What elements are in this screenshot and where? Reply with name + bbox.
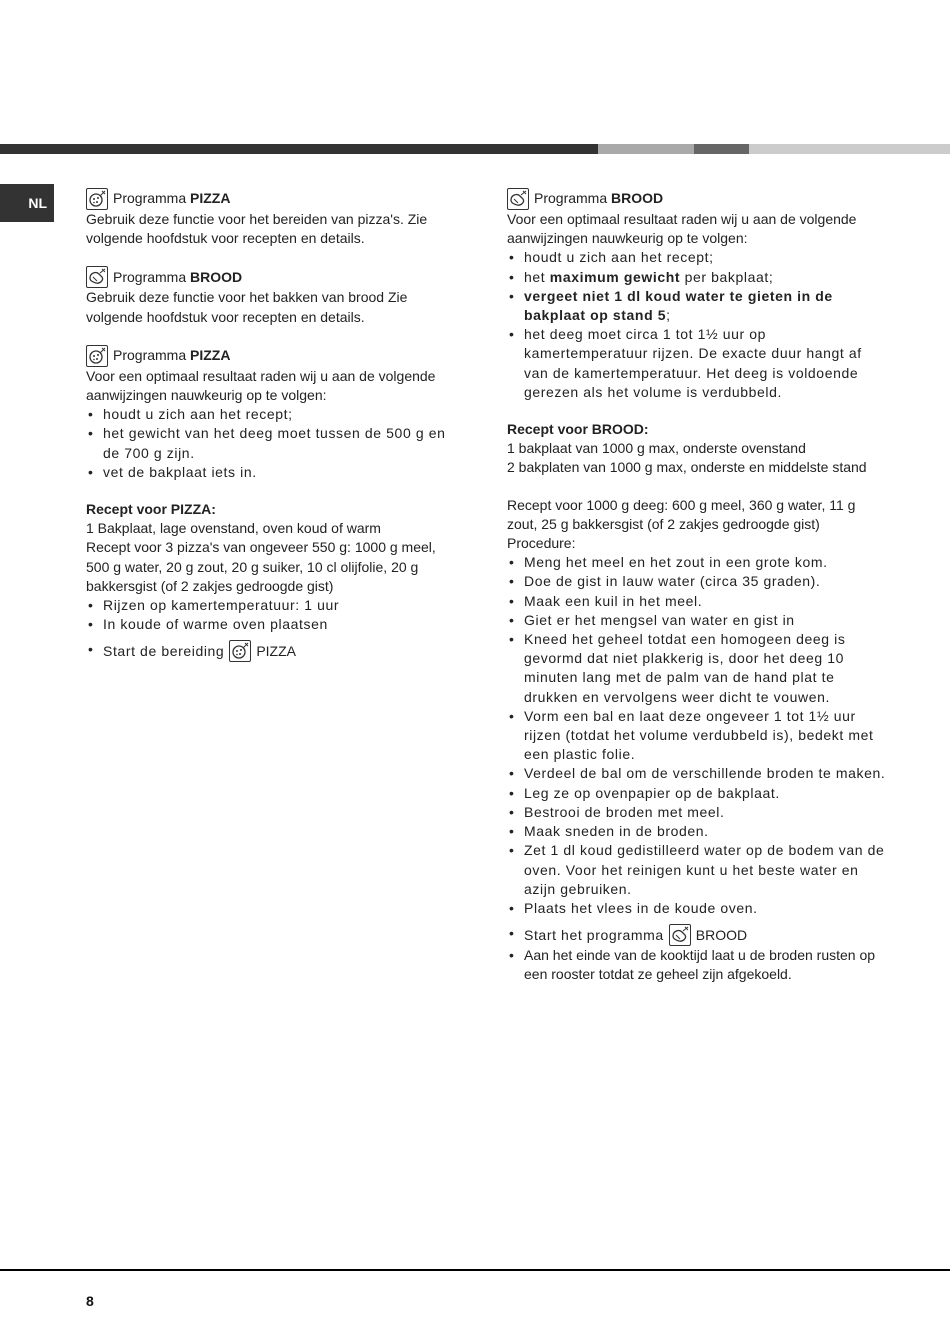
list-item-start: • Start het programma BROOD bbox=[507, 924, 887, 946]
list-item: • Meng het meel en het zout in een grote kom. bbox=[507, 553, 887, 572]
brood-recipe-ingredients: Recept voor 1000 g deeg: 600 g meel, 360 g water, 11 g zout, 25 g bakkersgist (of 2 zakjes gedroogde gist) bbox=[507, 496, 856, 532]
brood-intro-section bbox=[86, 266, 456, 326]
list-item: • Doe de gist in lauw water (circa 35 graden). bbox=[507, 572, 887, 591]
brood-recipe-line: 1 bakplaat van 1000 g max, onderste ovenstand bbox=[507, 440, 806, 457]
list-item: • Maak sneden in de broden. bbox=[507, 822, 887, 841]
list-item: • Maak een kuil in het meel. bbox=[507, 592, 887, 611]
brood-recipe-title: Recept voor BROOD: bbox=[507, 421, 649, 438]
brood-intro-text: Gebruik deze functie voor het bakken van brood Zie volgende hoofdstuk voor recepten en details. bbox=[86, 289, 408, 325]
list-item: • houdt u zich aan het recept; bbox=[507, 248, 887, 267]
header-bar-segment bbox=[749, 144, 950, 154]
list-item-start: • Start de bereiding PIZZA bbox=[86, 640, 456, 662]
pizza-recipe-section bbox=[86, 500, 456, 662]
list-item: • het deeg moet circa 1 tot 1½ uur op kamertemperatuur rijzen. De exacte duur hangt af van de kamertemperatuur. Het deeg is voldoende gerezen als het volume is verdubbeld. bbox=[507, 325, 887, 402]
list-item: • Verdeel de bal om de verschillende broden te maken. bbox=[507, 764, 887, 783]
procedure-label: Procedure: bbox=[507, 535, 576, 552]
header-bar-segment bbox=[598, 144, 694, 154]
pizza-tips-intro: Voor een optimaal resultaat raden wij u aan de volgende aanwijzingen nauwkeurig op te volgen: bbox=[86, 367, 436, 404]
brood-recipe-line: 2 bakplaten van 1000 g max, onderste en middelste stand bbox=[507, 459, 867, 476]
pizza-recipe-list bbox=[86, 596, 456, 662]
list-item: • het maximum gewicht per bakplaat; bbox=[507, 268, 887, 287]
list-item: • Leg ze op ovenpapier op de bakplaat. bbox=[507, 784, 887, 803]
brood-recipe-section bbox=[507, 420, 887, 984]
list-item: • vergeet niet 1 dl koud water te gieten in de bakplaat op stand 5; bbox=[507, 287, 887, 325]
list-item: • Bestrooi de broden met meel. bbox=[507, 803, 887, 822]
pizza-tips-list bbox=[86, 405, 456, 482]
list-item: • In koude of warme oven plaatsen bbox=[86, 615, 456, 634]
brood-tips-section bbox=[507, 188, 887, 402]
pizza-intro-section bbox=[86, 188, 456, 248]
list-item: • het gewicht van het deeg moet tussen de 500 g en de 700 g zijn. bbox=[86, 424, 456, 462]
right-column bbox=[507, 188, 887, 985]
header-bar-segment bbox=[0, 144, 598, 154]
bread-icon bbox=[86, 266, 108, 288]
list-item: • Zet 1 dl koud gedistilleerd water op de bodem van de oven. Voor het reinigen kunt u het beste water en azijn gebruiken. bbox=[507, 841, 887, 899]
list-item: • Kneed het geheel totdat een homogeen deeg is gevormd dat niet plakkerig is, door het deeg 10 minuten lang met de palm van de hand plat te drukken en vervolgens weer dicht te vouwen. bbox=[507, 630, 887, 707]
pizza-recipe-line: 1 Bakplaat, lage ovenstand, oven koud of warm bbox=[86, 520, 381, 537]
list-item: • Giet er het mengsel van water en gist in bbox=[507, 611, 887, 630]
pizza-tips-section bbox=[86, 345, 456, 482]
page-number: 8 bbox=[86, 1293, 94, 1309]
list-item: • Vorm een bal en laat deze ongeveer 1 tot 1½ uur rijzen (totdat het volume verdubbeld is), bedekt met een plastic folie. bbox=[507, 707, 887, 765]
pizza-icon bbox=[86, 345, 108, 367]
brood-tips-list bbox=[507, 248, 887, 402]
bread-icon bbox=[507, 188, 529, 210]
left-column bbox=[86, 188, 456, 662]
list-item: • Aan het einde van de kooktijd laat u de broden rusten op een rooster totdat ze geheel zijn afgekoeld. bbox=[507, 946, 887, 984]
list-item: • houdt u zich aan het recept; bbox=[86, 405, 456, 424]
section-heading: Programma PIZZA bbox=[86, 188, 456, 210]
list-item: • Plaats het vlees in de koude oven. bbox=[507, 899, 887, 918]
header-bar-segment bbox=[694, 144, 749, 154]
pizza-icon bbox=[229, 640, 251, 662]
footer-divider bbox=[0, 1269, 950, 1271]
brood-tips-intro: Voor een optimaal resultaat raden wij u aan de volgende aanwijzingen nauwkeurig op te volgen: bbox=[507, 211, 857, 247]
pizza-intro-text: Gebruik deze functie voor het bereiden van pizza's. Zie volgende hoofdstuk voor recepten en details. bbox=[86, 211, 428, 247]
brood-procedure-list bbox=[507, 553, 887, 984]
pizza-recipe-title: Recept voor PIZZA: bbox=[86, 501, 216, 518]
section-heading: Programma BROOD bbox=[86, 266, 456, 288]
section-heading: Programma PIZZA bbox=[86, 345, 456, 367]
pizza-icon bbox=[86, 188, 108, 210]
list-item: • vet de bakplaat iets in. bbox=[86, 463, 456, 482]
language-tab: NL bbox=[0, 184, 54, 222]
list-item: • Rijzen op kamertemperatuur: 1 uur bbox=[86, 596, 456, 615]
bread-icon bbox=[669, 924, 691, 946]
pizza-recipe-ingredients: Recept voor 3 pizza's van ongeveer 550 g: 1000 g meel, 500 g water, 20 g zout, 20 g suiker, 10 cl olijfolie, 20 g bakkersgist (of 2 zakjes gedroogde gist) bbox=[86, 539, 436, 594]
header-color-bar bbox=[0, 144, 950, 154]
section-heading: Programma BROOD bbox=[507, 188, 887, 210]
